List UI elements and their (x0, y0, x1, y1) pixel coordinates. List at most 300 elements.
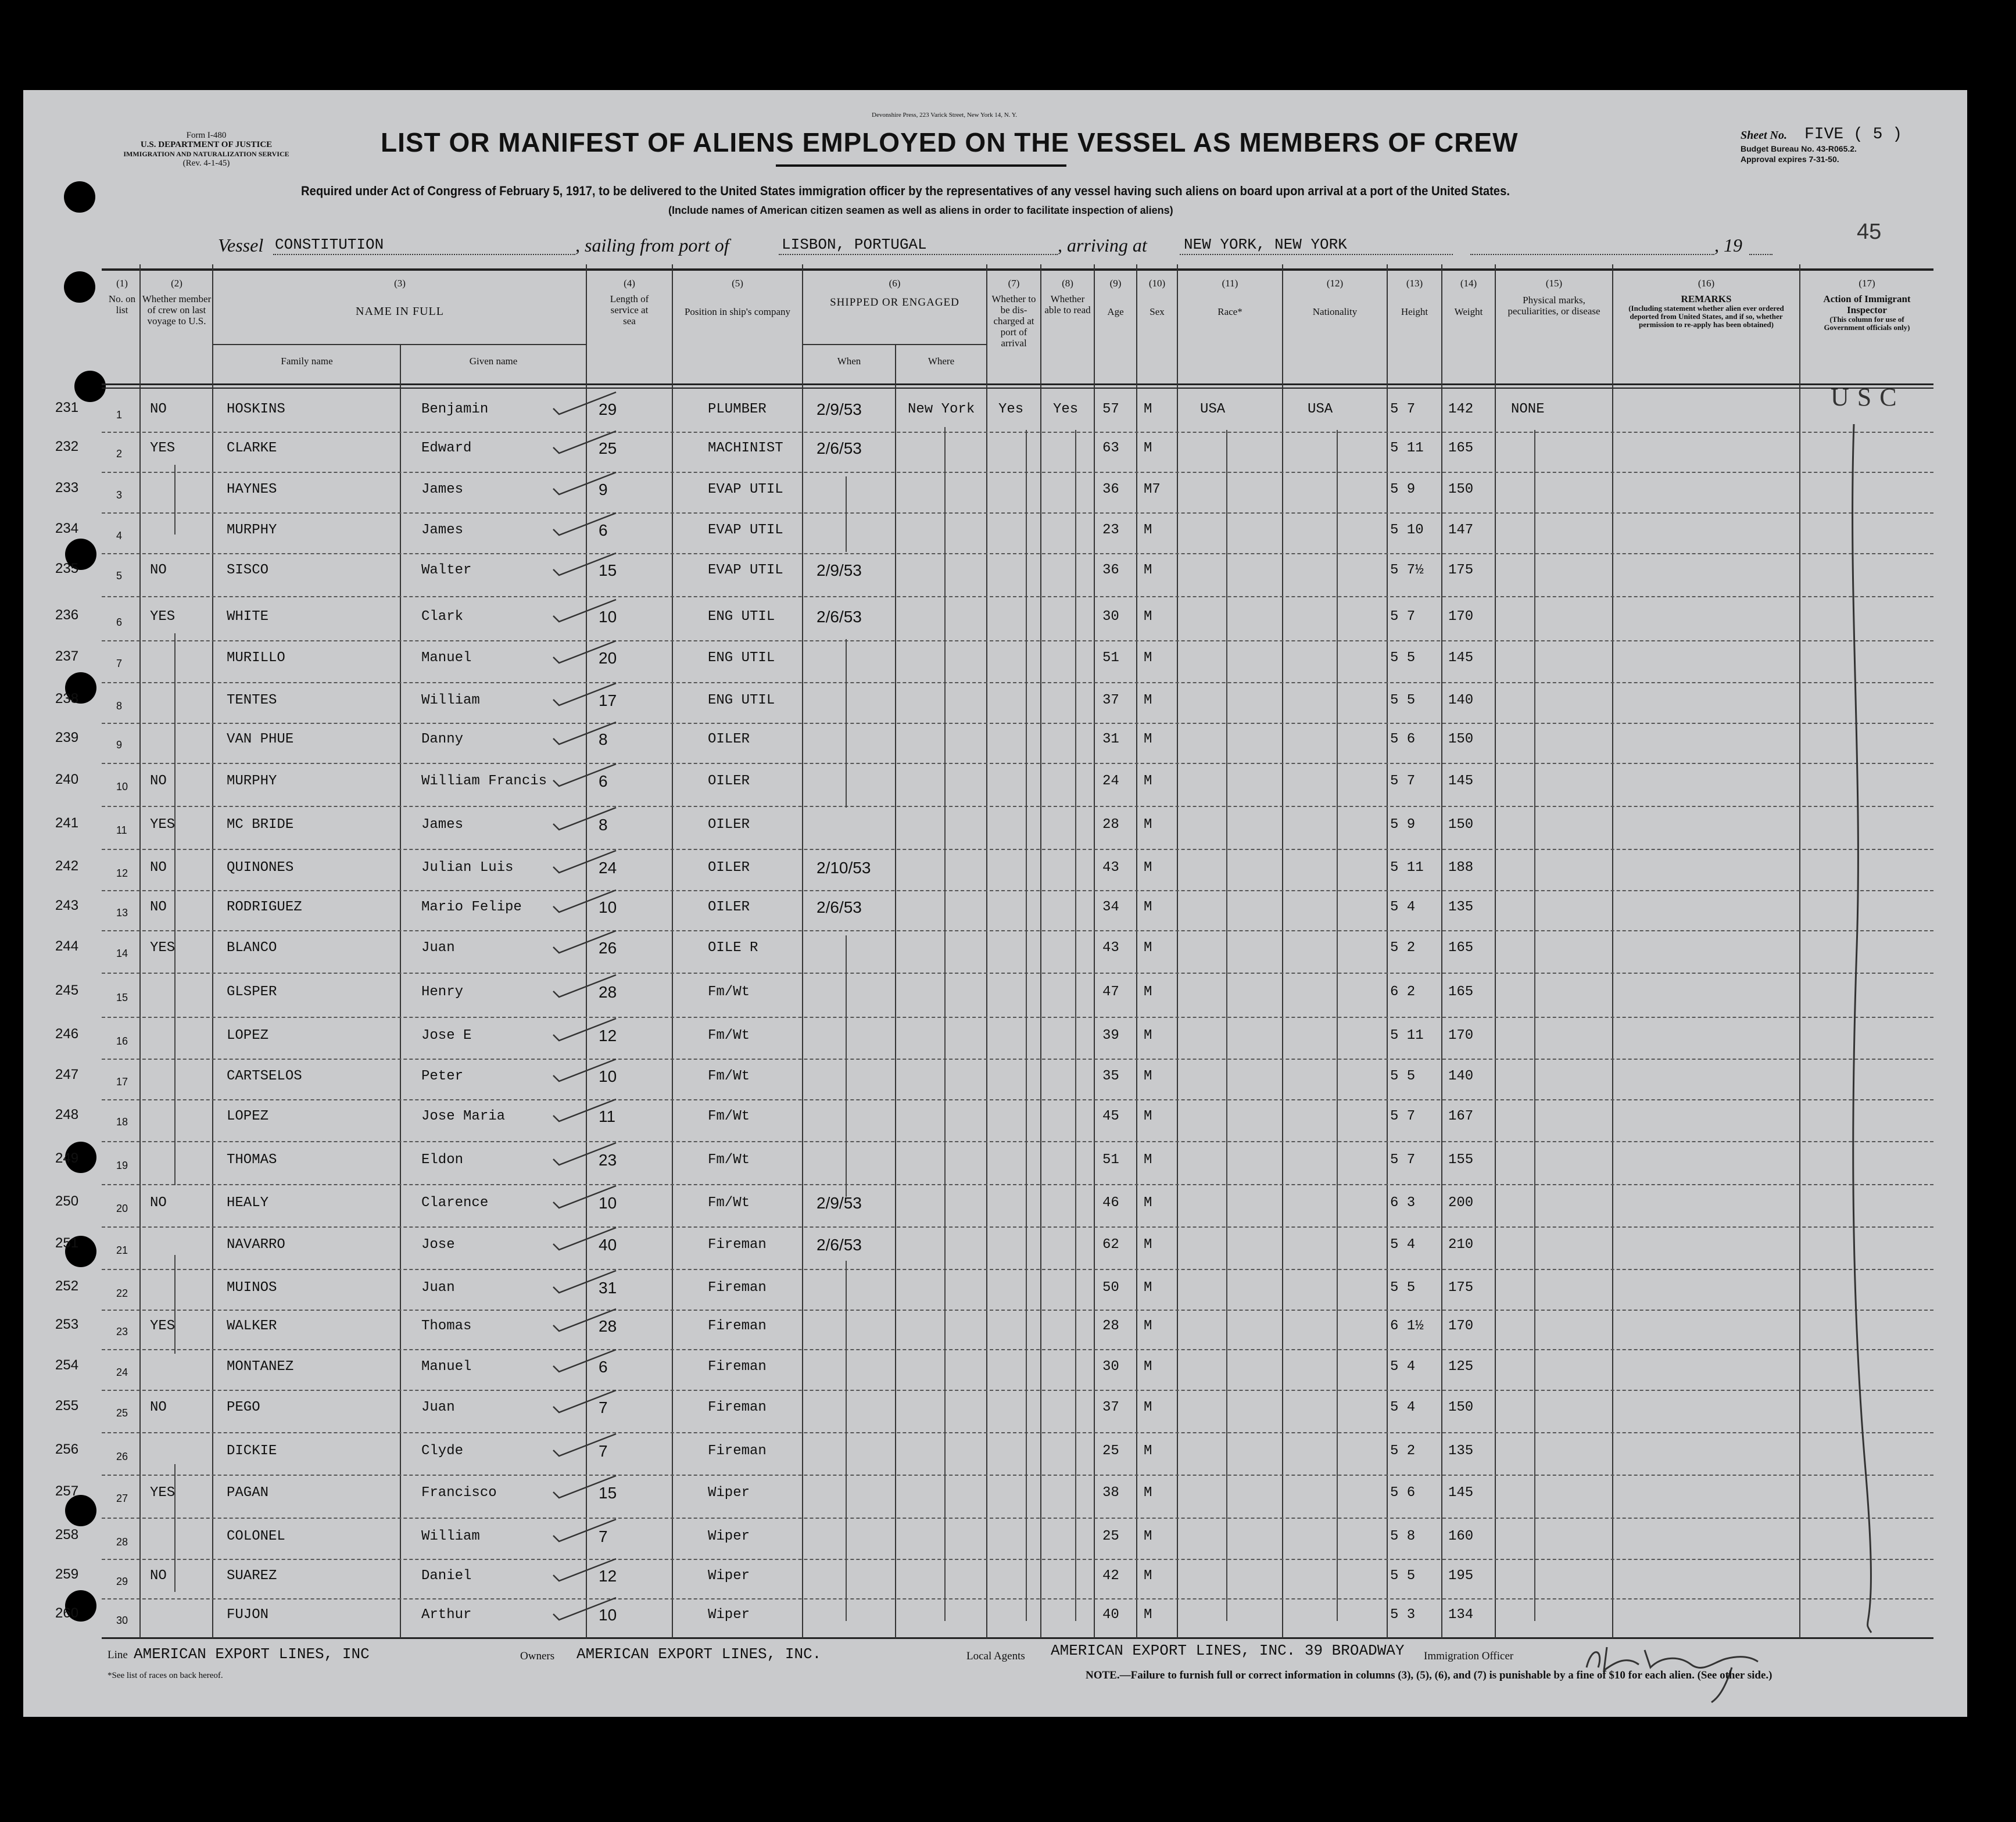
col-num: (3) (394, 278, 406, 289)
sex-cell: M (1144, 522, 1152, 538)
height-cell: 5 2 (1390, 1443, 1416, 1459)
family-name-cell: PAGAN (227, 1485, 269, 1501)
subtitle-note: (Include names of American citizen seamen as well as aliens in order to facilitate inspection of aliens) (668, 205, 1173, 216)
position-cell: OILE R (708, 940, 758, 956)
nationality-cell: USA (1308, 401, 1333, 417)
family-name-cell: MURILLO (227, 650, 285, 666)
position-cell: Fireman (708, 1237, 767, 1253)
col-label: Whether able to read (1044, 293, 1091, 315)
age-cell: 51 (1102, 650, 1119, 666)
sex-cell: M (1144, 650, 1152, 666)
height-cell: 5 7 (1390, 1109, 1416, 1124)
arriving-label: , arriving at (1058, 235, 1147, 256)
row-separator (102, 890, 1933, 891)
service-length-cell: 9 (599, 480, 608, 498)
family-name-cell: LOPEZ (227, 1109, 269, 1124)
weight-cell: 145 (1448, 1485, 1474, 1501)
weight-cell: 140 (1448, 693, 1474, 708)
row-stamp-number: 255 (55, 1398, 79, 1414)
age-cell: 31 (1102, 731, 1119, 747)
col-num: (6) (889, 278, 901, 289)
row-separator (102, 849, 1933, 850)
check-mark-icon (552, 1140, 622, 1170)
row-separator (102, 973, 1933, 974)
sailing-label: , sailing from port of (575, 235, 729, 256)
given-name-cell: Juan (421, 940, 455, 956)
last-voyage-cell: NO (150, 1195, 167, 1211)
height-cell: 5 3 (1390, 1607, 1416, 1623)
subtitle: Required under Act of Congress of February 5, 1917, to be delivered to the United States immigration officer by the representatives of any vessel having such aliens on board upon arrival at a port of the United States. (301, 184, 1510, 198)
row-stamp-number: 248 (55, 1107, 79, 1122)
agents-label: Local Agents (966, 1650, 1025, 1662)
last-voyage-cell: NO (150, 1568, 167, 1584)
weight-cell: 175 (1448, 1280, 1474, 1296)
service-length-cell: 7 (599, 1527, 608, 1545)
service-length-cell: 11 (599, 1107, 616, 1125)
given-name-cell: Daniel (421, 1568, 472, 1584)
sex-cell: M (1144, 1195, 1152, 1211)
row-stamp-number: 259 (55, 1566, 79, 1582)
family-name-cell: WALKER (227, 1318, 277, 1334)
position-cell: Fm/Wt (708, 1109, 750, 1124)
given-name-cell: James (421, 817, 464, 833)
row-number: 25 (116, 1407, 128, 1419)
given-name-cell: Benjamin (421, 401, 489, 417)
sex-cell: M (1144, 562, 1152, 578)
title-underline (776, 164, 1066, 167)
check-mark-icon (552, 1388, 622, 1417)
port-underline (779, 254, 1058, 255)
family-name-cell: WHITE (227, 609, 269, 625)
row-number: 9 (116, 739, 123, 751)
col-header-name (214, 278, 586, 317)
shipped-when-cell: 2/9/53 (817, 561, 862, 579)
sex-cell: M (1144, 440, 1152, 456)
row-stamp-number: 257 (55, 1483, 79, 1499)
row-separator (102, 640, 1933, 641)
height-cell: 5 5 (1390, 1568, 1416, 1584)
family-name-cell: CLARKE (227, 440, 277, 456)
position-cell: Fm/Wt (708, 1152, 750, 1168)
row-number: 12 (116, 867, 128, 879)
able-to-read-cell: Yes (1053, 401, 1079, 417)
age-cell: 37 (1102, 1400, 1119, 1415)
col-label: NAME IN FULL (356, 305, 444, 318)
col-label: Position in ship's company (684, 306, 791, 317)
form-rev: (Rev. 4-1-45) (182, 159, 230, 168)
service-length-cell: 10 (599, 1067, 617, 1085)
family-name-cell: COLONEL (227, 1529, 285, 1544)
sex-cell: M (1144, 731, 1152, 747)
given-name-cell: Jose Maria (421, 1109, 506, 1124)
last-voyage-cell: NO (150, 1400, 167, 1415)
height-cell: 5 10 (1390, 522, 1424, 538)
row-number: 13 (116, 907, 128, 919)
service-length-cell: 10 (599, 1194, 617, 1212)
col-header-nationality (1283, 278, 1387, 317)
form-service: IMMIGRATION AND NATURALIZATION SERVICE (123, 150, 289, 158)
family-name-cell: SUAREZ (227, 1568, 277, 1584)
service-length-cell: 28 (599, 983, 617, 1001)
ditto-line (174, 1255, 176, 1354)
service-length-cell: 6 (599, 772, 608, 790)
family-name-cell: SISCO (227, 562, 269, 578)
last-voyage-cell: YES (150, 817, 176, 833)
given-name-cell: Juan (421, 1400, 455, 1415)
col-sub-label: (Including statement whether alien ever ordered deported from United States, and if so, whether permission to re-apply has been obtained) (1628, 304, 1784, 329)
year-label: , 19 (1714, 235, 1742, 256)
shipped-when-cell: 2/10/53 (817, 859, 871, 877)
age-cell: 42 (1102, 1568, 1119, 1584)
position-cell: Fireman (708, 1280, 767, 1296)
shipped-where-cell: New York (908, 401, 975, 417)
service-length-cell: 7 (599, 1398, 608, 1416)
age-cell: 51 (1102, 1152, 1119, 1168)
col-num: (14) (1460, 278, 1477, 289)
check-mark-icon (552, 888, 622, 917)
row-stamp-number: 254 (55, 1357, 79, 1373)
name-subheader-rule (212, 344, 586, 345)
given-name-cell: Danny (421, 731, 464, 747)
form-dept: U.S. DEPARTMENT OF JUSTICE (140, 140, 273, 149)
given-name-cell: Arthur (421, 1607, 472, 1623)
height-cell: 5 6 (1390, 1485, 1416, 1501)
vessel-name: CONSTITUTION (275, 236, 384, 253)
family-name-cell: VAN PHUE (227, 731, 294, 747)
col-header-race (1178, 278, 1282, 317)
row-separator (102, 1226, 1933, 1228)
check-mark-icon (552, 639, 622, 668)
weight-cell: 188 (1448, 860, 1474, 876)
col-label: Physical marks, peculiarities, or disease (1507, 295, 1600, 317)
check-mark-icon (552, 762, 622, 791)
given-name-cell: Jose E (421, 1028, 472, 1043)
height-cell: 5 5 (1390, 1280, 1416, 1296)
row-number: 29 (116, 1576, 128, 1587)
col-num: (16) (1698, 278, 1715, 289)
age-cell: 37 (1102, 693, 1119, 708)
row-stamp-number: 251 (55, 1235, 79, 1251)
col-label: Height (1401, 306, 1428, 317)
header-bottom-rule (102, 383, 1933, 385)
row-stamp-number: 246 (55, 1026, 79, 1042)
col-label: Nationality (1312, 306, 1358, 317)
family-name-cell: MUINOS (227, 1280, 277, 1296)
position-cell: EVAP UTIL (708, 482, 783, 497)
family-name-cell: THOMAS (227, 1152, 277, 1168)
sailing-port: LISBON, PORTUGAL (782, 236, 927, 253)
check-mark-icon (552, 681, 622, 710)
position-cell: PLUMBER (708, 401, 767, 417)
row-number: 5 (116, 570, 123, 582)
row-separator (102, 512, 1933, 514)
given-name-cell: Julian Luis (421, 860, 514, 876)
service-length-cell: 23 (599, 1151, 617, 1169)
row-number: 26 (116, 1451, 128, 1462)
position-cell: Wiper (708, 1485, 750, 1501)
age-cell: 35 (1102, 1068, 1119, 1084)
family-name-cell: GLSPER (227, 984, 277, 1000)
check-mark-icon (552, 1347, 622, 1376)
col-label: REMARKS (1681, 293, 1732, 304)
weight-cell: 134 (1448, 1607, 1474, 1623)
weight-cell: 145 (1448, 773, 1474, 789)
row-separator (102, 1184, 1933, 1185)
col-num: (7) (1008, 278, 1020, 289)
last-voyage-cell: NO (150, 899, 167, 915)
age-cell: 28 (1102, 1318, 1119, 1334)
sex-cell: M (1144, 1485, 1152, 1501)
row-number: 2 (116, 448, 123, 460)
row-separator (102, 806, 1933, 807)
col-label: Weight (1454, 306, 1483, 317)
weight-cell: 167 (1448, 1109, 1474, 1124)
age-cell: 43 (1102, 860, 1119, 876)
weight-cell: 170 (1448, 1028, 1474, 1043)
sex-cell: M (1144, 693, 1152, 708)
height-cell: 5 11 (1390, 860, 1424, 876)
sex-cell: M (1144, 1443, 1152, 1459)
weight-cell: 175 (1448, 562, 1474, 578)
position-cell: OILER (708, 899, 750, 915)
row-stamp-number: 231 (55, 400, 79, 415)
family-name-cell: MURPHY (227, 522, 277, 538)
col-label: Whether member of crew on last voyage to U.S. (142, 293, 212, 327)
check-mark-icon (552, 805, 622, 834)
punch-hole (65, 1495, 96, 1526)
col-header-given-name: Given name (469, 356, 518, 367)
service-length-cell: 31 (599, 1279, 617, 1297)
sex-cell: M (1144, 860, 1152, 876)
sex-cell: M (1144, 773, 1152, 789)
row-separator (102, 1310, 1933, 1311)
position-cell: Fireman (708, 1318, 767, 1334)
given-name-cell: Eldon (421, 1152, 464, 1168)
sex-cell: M (1144, 1109, 1152, 1124)
sex-cell: M (1144, 1152, 1152, 1168)
col-header-sex (1137, 278, 1177, 317)
check-mark-icon (552, 1595, 622, 1624)
col-label: SHIPPED OR ENGAGED (830, 296, 959, 309)
sex-cell: M (1144, 1318, 1152, 1334)
discharged-cell: Yes (998, 401, 1024, 417)
agents-value: AMERICAN EXPORT LINES, INC. 39 BROADWAY (1051, 1642, 1405, 1659)
col-num: (15) (1545, 278, 1563, 289)
service-length-cell: 15 (599, 561, 617, 579)
col-header-last-voyage (141, 278, 212, 327)
family-name-cell: MURPHY (227, 773, 277, 789)
age-cell: 63 (1102, 440, 1119, 456)
row-stamp-number: 247 (55, 1067, 79, 1082)
sheet-label: Sheet No. (1741, 129, 1787, 142)
height-cell: 6 1½ (1390, 1318, 1424, 1334)
shipped-when-cell: 2/9/53 (817, 1194, 862, 1212)
position-cell: EVAP UTIL (708, 522, 783, 538)
age-cell: 28 (1102, 817, 1119, 833)
col-header-remarks (1613, 278, 1799, 329)
punch-hole (64, 271, 95, 303)
position-cell: Fm/Wt (708, 1028, 750, 1043)
age-cell: 57 (1102, 401, 1119, 417)
service-length-cell: 6 (599, 521, 608, 539)
service-length-cell: 6 (599, 1358, 608, 1376)
given-name-cell: Walter (421, 562, 472, 578)
position-cell: Fm/Wt (708, 1195, 750, 1211)
check-mark-icon (552, 1016, 622, 1045)
given-name-cell: Manuel (421, 650, 472, 666)
col-num: (1) (116, 278, 128, 289)
col-num: (4) (624, 278, 635, 289)
age-cell: 34 (1102, 899, 1119, 915)
given-name-cell: William (421, 693, 480, 708)
family-name-cell: HOSKINS (227, 401, 285, 417)
row-separator (102, 472, 1933, 473)
weight-cell: 150 (1448, 1400, 1474, 1415)
family-name-cell: DICKIE (227, 1443, 277, 1459)
header-bottom-rule-2 (102, 388, 1933, 389)
check-mark-icon (552, 1517, 622, 1546)
line-label: Line (108, 1649, 128, 1661)
row-separator (102, 930, 1933, 931)
sex-cell: M (1144, 1400, 1152, 1415)
col-header-position (673, 278, 802, 317)
row-number: 16 (116, 1035, 128, 1047)
height-cell: 5 9 (1390, 482, 1416, 497)
check-mark-icon (552, 1225, 622, 1254)
ditto-line (174, 465, 176, 535)
given-name-cell: Edward (421, 440, 472, 456)
weight-cell: 170 (1448, 609, 1474, 625)
shipped-when-cell: 2/6/53 (817, 1236, 862, 1254)
weight-cell: 170 (1448, 1318, 1474, 1334)
row-number: 24 (116, 1366, 128, 1378)
given-name-cell: Clarence (421, 1195, 489, 1211)
race-cell: USA (1200, 401, 1226, 417)
check-mark-icon (552, 511, 622, 540)
weight-cell: 142 (1448, 401, 1474, 417)
check-mark-icon (552, 597, 622, 626)
row-number: 18 (116, 1116, 128, 1128)
given-name-cell: Manuel (421, 1359, 472, 1375)
family-name-cell: NAVARRO (227, 1237, 285, 1253)
officer-label: Immigration Officer (1424, 1650, 1514, 1662)
service-length-cell: 8 (599, 730, 608, 748)
check-mark-icon (552, 551, 622, 580)
row-separator (102, 1349, 1933, 1350)
date-underline (1470, 254, 1714, 255)
year-underline (1749, 254, 1772, 255)
position-cell: OILER (708, 860, 750, 876)
age-cell: 46 (1102, 1195, 1119, 1211)
weight-cell: 147 (1448, 522, 1474, 538)
given-name-cell: Francisco (421, 1485, 497, 1501)
height-cell: 5 6 (1390, 731, 1416, 747)
age-cell: 43 (1102, 940, 1119, 956)
ditto-line (944, 427, 946, 1621)
row-separator (102, 553, 1933, 554)
col-header-where: Where (928, 356, 955, 367)
vessel-underline (273, 254, 575, 255)
family-name-cell: MONTANEZ (227, 1359, 294, 1375)
height-cell: 5 11 (1390, 440, 1424, 456)
arrival-underline (1180, 254, 1453, 255)
service-length-cell: 17 (599, 691, 617, 709)
row-stamp-number: 253 (55, 1317, 79, 1332)
position-cell: ENG UTIL (708, 693, 775, 708)
height-cell: 5 4 (1390, 899, 1416, 915)
row-separator (102, 1475, 1933, 1476)
height-cell: 5 11 (1390, 1028, 1424, 1043)
service-length-cell: 10 (599, 608, 617, 626)
family-name-cell: LOPEZ (227, 1028, 269, 1043)
age-cell: 30 (1102, 1359, 1119, 1375)
sex-cell: M (1144, 401, 1152, 417)
sheet-number: FIVE ( 5 ) (1804, 125, 1903, 144)
penalty-note: NOTE.—Failure to furnish full or correct information in columns (3), (5), (6), and (7) is punishable by a fine of $10 for each alien. (See other side.) (1086, 1669, 1772, 1681)
height-cell: 5 7 (1390, 1152, 1416, 1168)
age-cell: 50 (1102, 1280, 1119, 1296)
weight-cell: 200 (1448, 1195, 1474, 1211)
row-stamp-number: 245 (55, 982, 79, 998)
shipped-when-cell: 2/6/53 (817, 608, 862, 626)
approval-expiry: Approval expires 7-31-50. (1741, 155, 1839, 164)
position-cell: OILER (708, 773, 750, 789)
col-header-action (1800, 278, 1933, 332)
sex-cell: M (1144, 940, 1152, 956)
shipped-when-cell: 2/9/53 (817, 400, 862, 418)
age-cell: 36 (1102, 562, 1119, 578)
age-cell: 23 (1102, 522, 1119, 538)
given-name-cell: William (421, 1529, 480, 1544)
given-name-cell: James (421, 482, 464, 497)
row-separator (102, 682, 1933, 683)
position-cell: ENG UTIL (708, 650, 775, 666)
shipped-when-cell: 2/6/53 (817, 439, 862, 457)
row-separator (102, 1017, 1933, 1018)
row-number: 10 (116, 781, 128, 792)
col-divider (400, 344, 401, 1638)
age-cell: 39 (1102, 1028, 1119, 1043)
row-stamp-number: 252 (55, 1278, 79, 1294)
shipped-subheader-rule (802, 344, 986, 345)
row-separator (102, 1518, 1933, 1519)
col-num: (9) (1109, 278, 1122, 289)
sex-cell: M (1144, 1280, 1152, 1296)
owners-value: AMERICAN EXPORT LINES, INC. (576, 1645, 822, 1663)
position-cell: Fm/Wt (708, 984, 750, 1000)
ditto-line (1337, 430, 1338, 1621)
weight-cell: 195 (1448, 1568, 1474, 1584)
check-mark-icon (552, 1473, 622, 1502)
row-number: 1 (116, 409, 123, 421)
check-mark-icon (552, 1432, 622, 1461)
row-number: 28 (116, 1536, 128, 1548)
check-mark-icon (552, 1268, 622, 1297)
age-cell: 25 (1102, 1529, 1119, 1544)
row-stamp-number: 244 (55, 938, 79, 954)
position-cell: MACHINIST (708, 440, 783, 456)
family-name-cell: TENTES (227, 693, 277, 708)
row-number: 15 (116, 992, 128, 1003)
age-cell: 38 (1102, 1485, 1119, 1501)
height-cell: 5 2 (1390, 940, 1416, 956)
position-cell: OILER (708, 731, 750, 747)
page-title: LIST OR MANIFEST OF ALIENS EMPLOYED ON THE VESSEL AS MEMBERS OF CREW (381, 127, 1519, 157)
age-cell: 47 (1102, 984, 1119, 1000)
sex-cell: M (1144, 899, 1152, 915)
height-cell: 5 5 (1390, 650, 1416, 666)
ditto-line (846, 639, 847, 808)
